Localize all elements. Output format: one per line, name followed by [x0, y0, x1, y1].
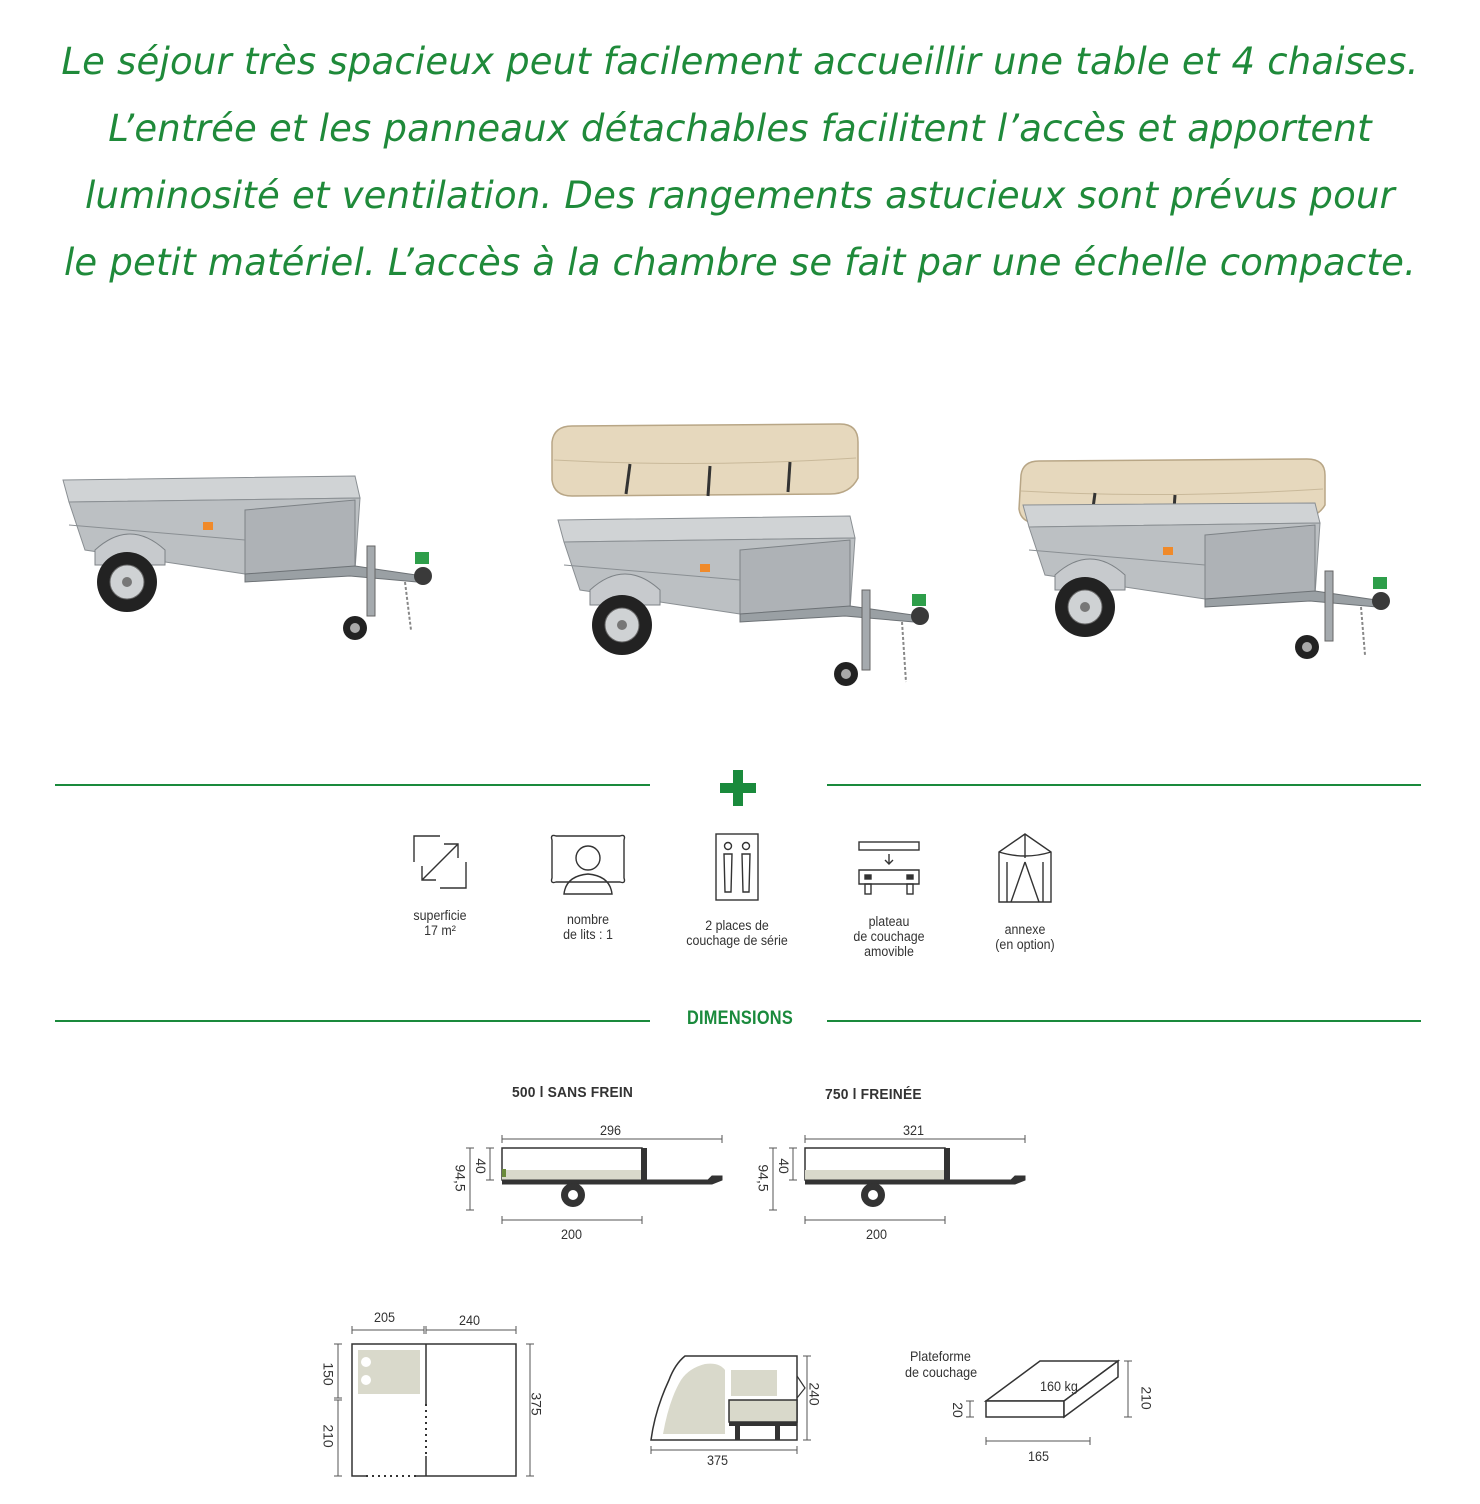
- tent-side-view-diagram: [645, 1350, 825, 1480]
- dimensions-line-right: [827, 1020, 1421, 1022]
- intro-line: le petit matériel. L’accès à la chambre se fait par une échelle compacte.: [63, 241, 1417, 284]
- trailer-500-wheelbase: 200: [561, 1226, 583, 1242]
- feature-caption: nombre: [566, 912, 610, 927]
- trailer-open-illustration: [55, 470, 455, 650]
- trailer-500-diagram: [460, 1130, 730, 1230]
- trailer-750-title: 750 l FREINÉE: [825, 1086, 922, 1103]
- feature-removable-platform: [814, 832, 964, 959]
- intro-line: L’entrée et les panneaux détachables facilitent l’accès et apportent: [108, 107, 1372, 150]
- plus-icon: [719, 769, 757, 807]
- two-persons-icon: [714, 832, 760, 902]
- feature-caption: superficie: [413, 908, 467, 923]
- resize-arrows-icon: [410, 832, 470, 892]
- floor-plan-diagram: [320, 1320, 550, 1490]
- platform-title-line1: Plateforme: [910, 1348, 971, 1364]
- trailer-with-raised-tent-illustration: [550, 420, 945, 695]
- feature-caption: amovible: [864, 944, 914, 959]
- platform-width: 165: [1028, 1448, 1050, 1464]
- feature-caption: de couchage: [853, 929, 925, 944]
- intro-line: luminosité et ventilation. Des rangements astucieux sont prévus pour: [85, 174, 1395, 217]
- feature-annex: [950, 832, 1100, 952]
- removable-platform-icon: [857, 832, 921, 898]
- trailer-750-side-height: 40: [775, 1158, 792, 1174]
- divider-line-right: [827, 784, 1421, 786]
- tent-side-view-height: 240: [806, 1382, 823, 1406]
- feature-caption: plateau: [868, 914, 910, 929]
- feature-area: [365, 832, 515, 938]
- floor-plan-total-depth: 375: [528, 1392, 545, 1416]
- feature-caption: de lits : 1: [563, 927, 613, 942]
- tent-annex-icon: [995, 832, 1055, 906]
- feature-caption: 2 places de: [705, 918, 769, 933]
- platform-thickness: 20: [949, 1402, 966, 1418]
- floor-plan-depth-b: 210: [320, 1424, 337, 1448]
- platform-length: 210: [1138, 1386, 1155, 1410]
- floor-plan-depth-a: 150: [320, 1362, 337, 1386]
- trailer-750-diagram: [763, 1130, 1033, 1230]
- trailer-750-height: 94,5: [755, 1164, 772, 1192]
- platform-load: 160 kg: [1040, 1378, 1078, 1394]
- feature-caption: annexe: [1004, 922, 1046, 937]
- trailer-500-height: 94,5: [452, 1164, 469, 1192]
- feature-beds: [513, 832, 663, 942]
- floor-plan-width-b: 240: [459, 1312, 481, 1328]
- trailer-500-length: 296: [600, 1122, 622, 1138]
- trailer-750-wheelbase: 200: [866, 1226, 888, 1242]
- floor-plan-width-a: 205: [374, 1309, 396, 1325]
- intro-paragraph: [40, 28, 1440, 296]
- divider-line-left: [55, 784, 650, 786]
- trailer-500-side-height: 40: [472, 1158, 489, 1174]
- sleeping-platform-diagram: [970, 1355, 1150, 1465]
- feature-caption: 17 m²: [424, 923, 456, 938]
- intro-line: Le séjour très spacieux peut facilement accueillir une table et 4 chaises.: [61, 40, 1419, 83]
- dimensions-line-left: [55, 1020, 650, 1022]
- feature-sleeping-places: [662, 832, 812, 948]
- trailer-750-length: 321: [903, 1122, 925, 1138]
- trailer-500-title: 500 l SANS FREIN: [512, 1084, 634, 1101]
- bed-sleeper-icon: [546, 832, 630, 896]
- feature-caption: (en option): [995, 937, 1055, 952]
- platform-title-line2: de couchage: [905, 1364, 978, 1380]
- trailer-closed-tent-illustration: [1015, 455, 1405, 670]
- dimensions-title: DIMENSIONS: [686, 1008, 794, 1029]
- tent-side-view-length: 375: [707, 1452, 729, 1468]
- feature-caption: couchage de série: [686, 933, 788, 948]
